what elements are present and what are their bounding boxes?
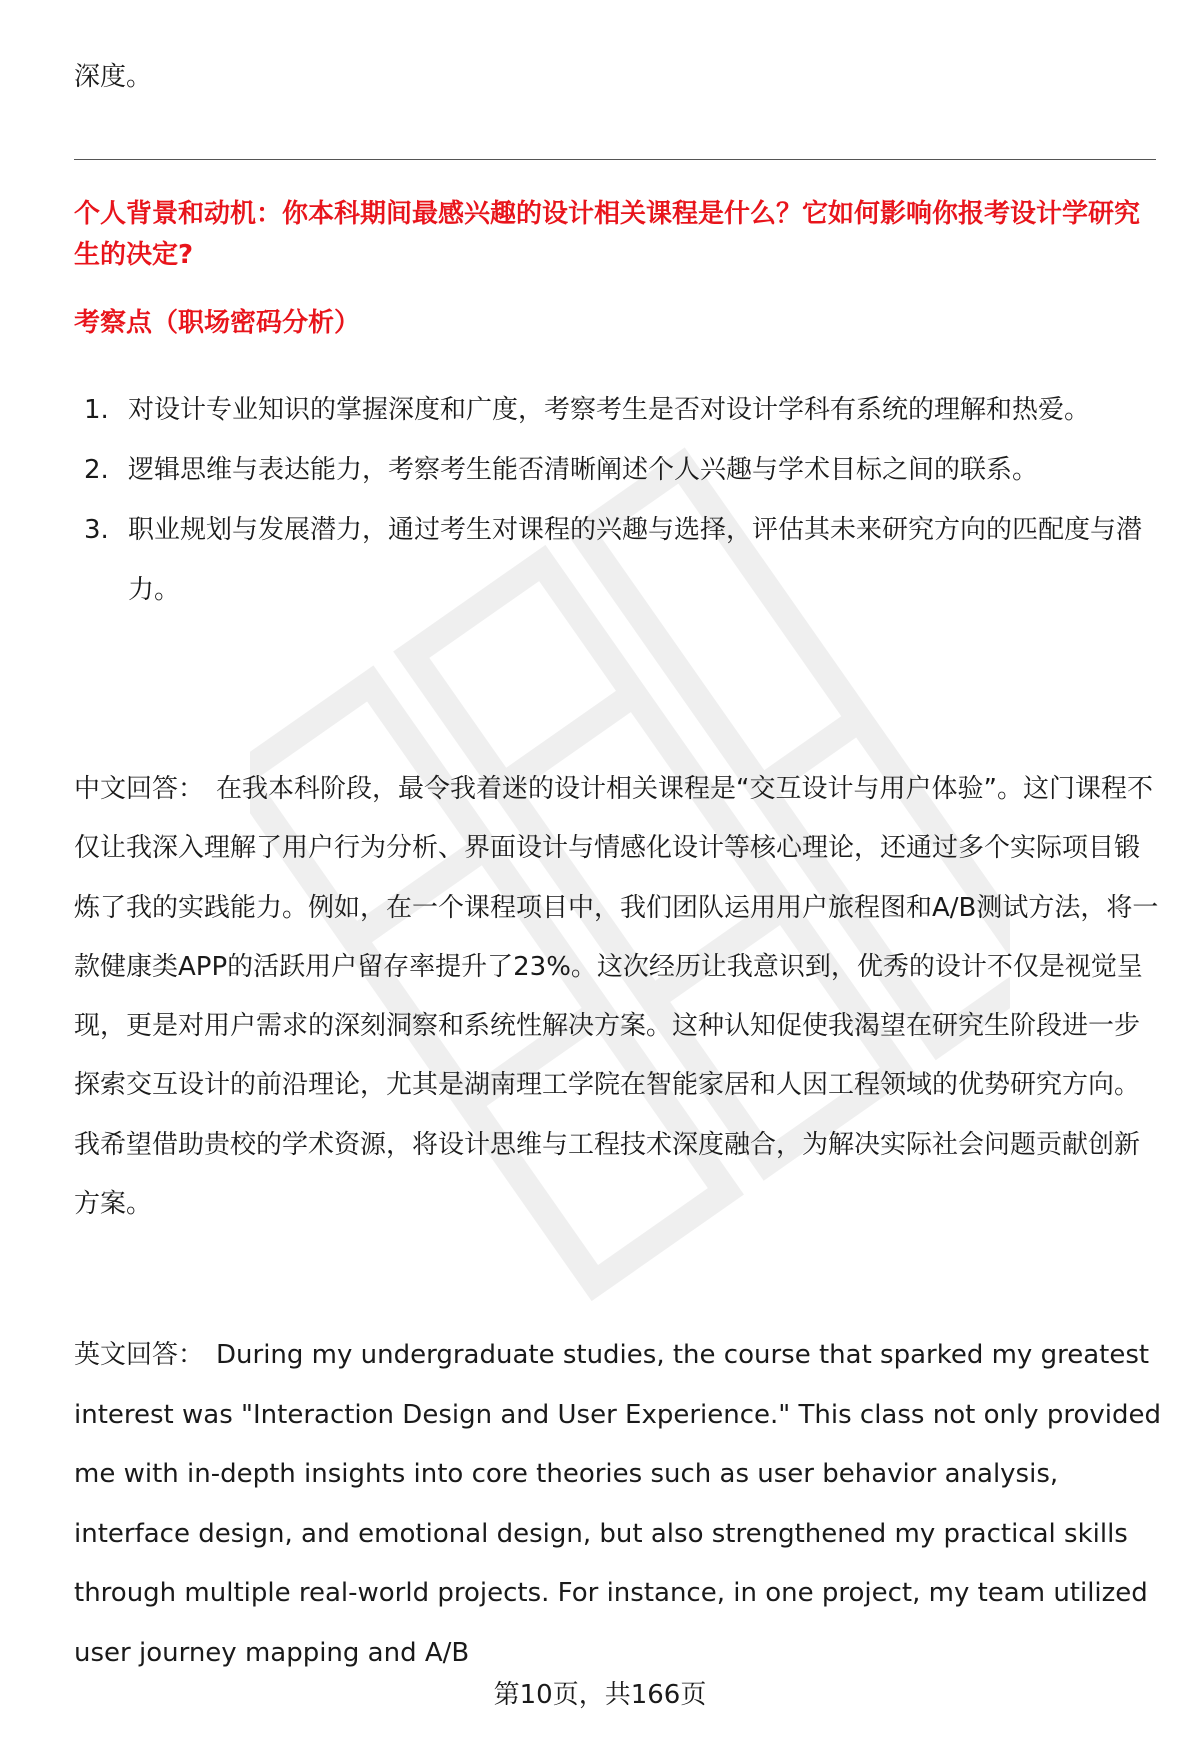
english-answer-text: During my undergraduate studies, the course that sparked my greatest interest was "Interaction Design and User Experience." This class not only provided me with in-depth insights into core theories such as user behavior analysis, interface design, and emotional design, but also strengthened my practical skills through multiple real-world projects. For instance, in one project, my team utilized user journey mapping and A/B xyxy=(74,1340,1161,1668)
list-text: 逻辑思维与表达能力，考察考生能否清晰阐述个人兴趣与学术目标之间的联系。 xyxy=(128,455,1039,485)
list-number: 3. xyxy=(84,515,109,545)
chinese-answer-label: 中文回答： xyxy=(74,774,205,804)
list-text: 对设计专业知识的掌握深度和广度，考察考生是否对设计学科有系统的理解和热爱。 xyxy=(128,395,1091,425)
english-answer xyxy=(74,1326,1164,1683)
list-item xyxy=(74,380,1164,440)
list-number: 1. xyxy=(84,395,109,425)
chinese-answer xyxy=(74,760,1164,1234)
section-divider xyxy=(74,159,1156,160)
list-number: 2. xyxy=(84,455,109,485)
list-text: 职业规划与发展潜力，通过考生对课程的兴趣与选择，评估其未来研究方向的匹配度与潜力。 xyxy=(128,515,1143,605)
chinese-answer-text: 在我本科阶段，最令我着迷的设计相关课程是“交互设计与用户体验”。这门课程不仅让我深入理解了用户行为分析、界面设计与情感化设计等核心理论，还通过多个实际项目锻炼了我的实践能力。例如，在一个课程项目中，我们团队运用用户旅程图和A/B测试方法，将一款健康类APP的活跃用户留存率提升了23%。这次经历让我意识到，优秀的设计不仅是视觉呈现，更是对用户需求的深刻洞察和系统性解决方案。这种认知促使我渴望在研究生阶段进一步探索交互设计的前沿理论，尤其是湖南理工学院在智能家居和人因工程领域的优势研究方向。我希望借助贵校的学术资源，将设计思维与工程技术深度融合，为解决实际社会问题贡献创新方案。 xyxy=(74,774,1159,1220)
english-answer-label: 英文回答： xyxy=(74,1340,205,1370)
question-heading: 个人背景和动机：你本科期间最感兴趣的设计相关课程是什么？它如何影响你报考设计学研究生的决定? xyxy=(74,199,1141,270)
list-item xyxy=(74,500,1164,620)
list-item xyxy=(74,440,1164,500)
page-footer: 第10页，共166页 xyxy=(493,1680,707,1710)
text-fragment: 深度。 xyxy=(74,62,153,92)
analysis-title: 考察点（职场密码分析） xyxy=(74,308,361,338)
analysis-points xyxy=(74,380,1164,620)
